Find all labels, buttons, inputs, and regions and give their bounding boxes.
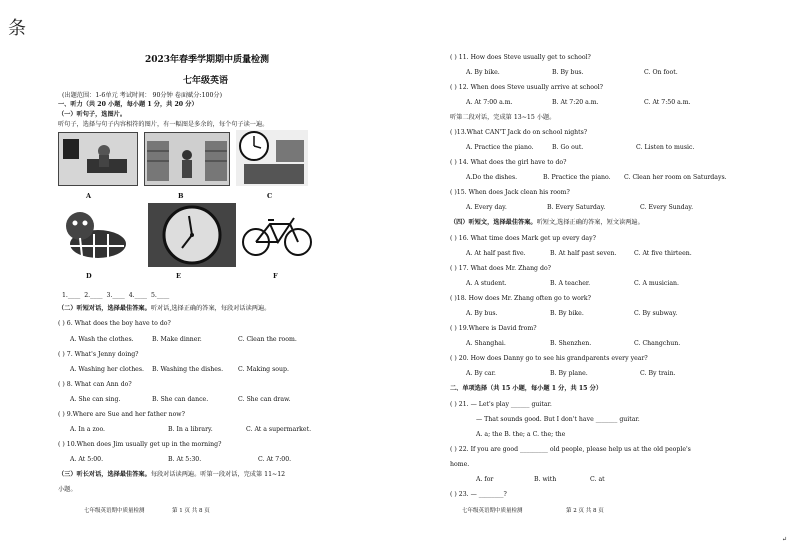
part-1-heading: （一）听句子，选图片。 xyxy=(58,111,127,118)
q21-options[interactable]: A. a; the B. the; a C. the; the xyxy=(476,431,566,438)
part-2-heading xyxy=(58,305,270,313)
part-3-description: 每段对话读两遍。听第一段对话，完成第 11~12 xyxy=(150,471,286,478)
corner-mark-right: ↵ xyxy=(782,536,788,543)
part-4-title: （四）听短文，选择最佳答案。 xyxy=(450,219,537,226)
q18-option-a[interactable]: A. By bus. xyxy=(466,310,498,317)
q22-option-a[interactable]: A. for xyxy=(476,476,494,483)
picture-d-tiger xyxy=(60,206,130,262)
q7-option-b[interactable]: B. Washing the dishes. xyxy=(152,366,224,373)
question-19: ( ) 19.Where is David from? xyxy=(450,325,537,332)
footer-left-name: 七年级英语期中质量检测 xyxy=(84,508,145,514)
q7-option-a[interactable]: A. Washing her clothes. xyxy=(70,366,144,373)
q12-option-c[interactable]: C. At 7:50 a.m. xyxy=(644,99,691,106)
part-1-description: 听句子，选择与句子内容相符的图片，有一幅图是多余的，每个句子读一遍。 xyxy=(58,121,269,128)
part-3-heading xyxy=(58,471,285,479)
picture-b-supermarket xyxy=(144,132,230,186)
part-2-title: （二）听短对话，选择最佳答案。 xyxy=(58,305,151,312)
question-22: ( ) 22. If you are good _________ old people, please help us at the old people's xyxy=(450,446,691,453)
q13-option-a[interactable]: A. Practice the piano. xyxy=(466,144,534,151)
picture-label-c: C xyxy=(267,192,273,200)
q17-option-a[interactable]: A. A student. xyxy=(466,280,507,287)
picture-f-bicycle xyxy=(240,212,314,258)
question-21: ( ) 21. — Let's play ______ guitar. xyxy=(450,401,552,408)
handwritten-mark: 条 xyxy=(8,18,26,39)
q22-option-c[interactable]: C. at xyxy=(590,476,605,483)
question-8: ( ) 8. What can Ann do? xyxy=(58,381,132,388)
question-6: ( ) 6. What does the boy have to do? xyxy=(58,320,171,327)
dialogue-2-instruction: 听第二段对话，完成第 13~15 小题。 xyxy=(450,114,556,121)
q12-option-a[interactable]: A. At 7:00 a.m. xyxy=(466,99,513,106)
q19-option-a[interactable]: A. Shanghai. xyxy=(466,340,506,347)
q13-option-c[interactable]: C. Listen to music. xyxy=(636,144,695,151)
q9-option-b[interactable]: B. In a library. xyxy=(168,426,213,433)
picture-label-f: F xyxy=(273,272,278,280)
q11-option-a[interactable]: A. By bike. xyxy=(466,69,500,76)
part-4-heading xyxy=(450,219,644,227)
question-16: ( ) 16. What time does Mark get up every day? xyxy=(450,235,596,242)
q15-option-c[interactable]: C. Every Sunday. xyxy=(640,204,694,211)
question-23: ( ) 23. — ________? xyxy=(450,491,507,498)
picture-a-watching-tv xyxy=(58,132,138,186)
q9-option-c[interactable]: C. At a supermarket. xyxy=(246,426,312,433)
exam-subtitle: 七年级英语 xyxy=(183,76,229,86)
q16-option-c[interactable]: C. At five thirteen. xyxy=(634,250,692,257)
q18-option-b[interactable]: B. By bike. xyxy=(550,310,584,317)
picture-label-d: D xyxy=(86,272,92,280)
part-3-title: （三）听长对话，选择最佳答案。 xyxy=(58,471,151,478)
q14-option-a[interactable]: A.Do the dishes. xyxy=(466,174,518,181)
q10-option-a[interactable]: A. At 5:00. xyxy=(70,456,104,463)
question-13: ( )13.What CAN'T Jack do on school nights? xyxy=(450,129,588,136)
q10-option-c[interactable]: C. At 7:00. xyxy=(258,456,292,463)
question-17: ( ) 17. What does Mr. Zhang do? xyxy=(450,265,551,272)
q15-option-a[interactable]: A. Every day. xyxy=(466,204,507,211)
q10-option-b[interactable]: B. At 5:30. xyxy=(168,456,202,463)
q14-option-b[interactable]: B. Practice the piano. xyxy=(543,174,611,181)
footer-left-page: 第 1 页 共 8 页 xyxy=(172,508,210,514)
picture-label-e: E xyxy=(176,272,181,280)
q16-option-b[interactable]: B. At half past seven. xyxy=(550,250,617,257)
picture-label-b: B xyxy=(178,192,184,200)
question-21-line-2: — That sounds good. But I don't have _______ guitar. xyxy=(476,416,640,423)
picture-e-wall-clock xyxy=(148,203,236,267)
q11-option-c[interactable]: C. On foot. xyxy=(644,69,678,76)
q20-option-b[interactable]: B. By plane. xyxy=(550,370,588,377)
part-4-description: 听短文,选择正确的答案，短文读两遍。 xyxy=(536,219,644,226)
q8-option-a[interactable]: A. She can sing. xyxy=(70,396,121,403)
q9-option-a[interactable]: A. In a zoo. xyxy=(70,426,106,433)
question-20: ( ) 20. How does Danny go to see his grandparents every year? xyxy=(450,355,648,362)
question-10: ( ) 10.When does Jim usually get up in the morning? xyxy=(58,441,222,448)
q20-option-a[interactable]: A. By car. xyxy=(466,370,496,377)
footer-right-page: 第 2 页 共 8 页 xyxy=(566,508,604,514)
question-9: ( ) 9.Where are Sue and her father now? xyxy=(58,411,185,418)
question-12: ( ) 12. When does Steve usually arrive at school? xyxy=(450,84,604,91)
footer-right-name: 七年级英语期中质量检测 xyxy=(462,508,523,514)
q18-option-c[interactable]: C. By subway. xyxy=(634,310,678,317)
q22-option-b[interactable]: B. with xyxy=(534,476,557,483)
question-22-line-2: home. xyxy=(450,461,470,468)
q19-option-c[interactable]: C. Changchun. xyxy=(634,340,681,347)
picture-label-a: A xyxy=(86,192,92,200)
q13-option-b[interactable]: B. Go out. xyxy=(552,144,584,151)
q14-option-c[interactable]: C. Clean her room on Saturdays. xyxy=(624,174,727,181)
q19-option-b[interactable]: B. Shenzhen. xyxy=(550,340,592,347)
q6-option-b[interactable]: B. Make dinner. xyxy=(152,336,202,343)
answer-blanks[interactable]: 1.____ 2.____ 3.____ 4.____ 5.____ xyxy=(62,292,170,299)
section-2-heading: 二、单项选择（共 15 小题，每小题 1 分，共 15 分） xyxy=(450,385,603,392)
q17-option-b[interactable]: B. A teacher. xyxy=(550,280,591,287)
part-2-description: 听对话,选择正确的答案，每段对话读两遍。 xyxy=(150,305,271,312)
q11-option-b[interactable]: B. By bus. xyxy=(552,69,584,76)
question-7: ( ) 7. What's Jenny doing? xyxy=(58,351,139,358)
question-11: ( ) 11. How does Steve usually get to school? xyxy=(450,54,591,61)
q6-option-a[interactable]: A. Wash the clothes. xyxy=(70,336,134,343)
section-1-heading: 一、听力（共 20 小题，每小题 1 分，共 20 分） xyxy=(58,101,198,108)
exam-meta: (出题范围：1-6单元 考试时间： 90分钟 卷面赋分:100分) xyxy=(62,92,223,99)
q7-option-c[interactable]: C. Making soup. xyxy=(238,366,289,373)
question-15: ( )15. When does Jack clean his room? xyxy=(450,189,570,196)
q17-option-c[interactable]: C. A musician. xyxy=(634,280,679,287)
question-18: ( )18. How does Mr. Zhang often go to work? xyxy=(450,295,591,302)
q8-option-c[interactable]: C. She can draw. xyxy=(238,396,291,403)
part-3-description-cont: 小题。 xyxy=(58,486,77,493)
q12-option-b[interactable]: B. At 7:20 a.m. xyxy=(552,99,599,106)
q16-option-a[interactable]: A. At half past five. xyxy=(466,250,526,257)
q15-option-b[interactable]: B. Every Saturday. xyxy=(547,204,606,211)
exam-title: 2023年春季学期期中质量检测 xyxy=(145,55,270,65)
q20-option-c[interactable]: C. By train. xyxy=(640,370,676,377)
question-14: ( ) 14. What does the girl have to do? xyxy=(450,159,567,166)
q8-option-b[interactable]: B. She can dance. xyxy=(152,396,209,403)
q6-option-c[interactable]: C. Clean the room. xyxy=(238,336,297,343)
picture-c-clock-classroom xyxy=(236,130,308,186)
